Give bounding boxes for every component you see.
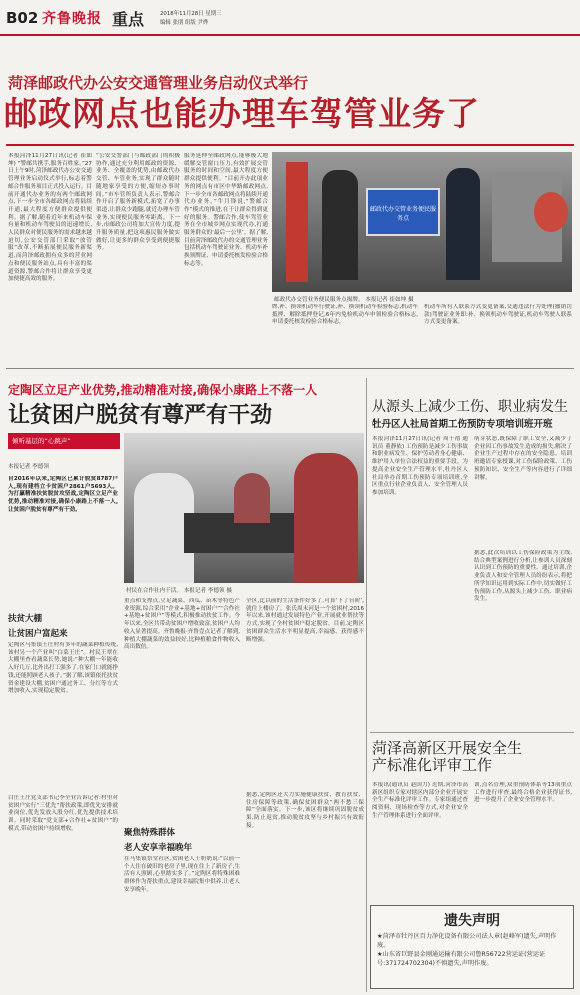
notice-line: ★山东省巨野县金刚通运输有限公司鲁R56722营运证(营运证号:371724702304)不慎遗失,声明作废。: [377, 951, 546, 967]
divider: [370, 732, 574, 733]
page-number: B02: [6, 9, 39, 27]
divider: [6, 368, 574, 369]
story1-col3: 服务延伸至邮政网点,能够极大地缓解交管窗口压力,有效扩展交管服务的时间和空间,最大程度方便群众提供便利。“目前开办此项业务的网点有市区中华路邮政网点,下一步全市各邮政网点将陆续开通代办业务。”牛月锋说,“警邮合作”模式的推进,在于让群众得到更好的服务。警邮合作,使车驾管业务在全市城乡网点实现代办,打通服务群众的‘最后一公里’。据了解,目前菏泽邮政代办的交通管理业务包括机动车驾驶证业务、机动车补换领牌证、申请委托核发检验合格标志等。: [184, 153, 268, 267]
story4-col1: 本报讯(通讯员 赵国力) 近期,菏泽市高新区组织专家对辖区内部分企业开展安全生产标准化评审工作。专家组通过查阅资料、现场检查等方式,对企业安全生产管理体系进行全面评审。: [372, 782, 468, 819]
story2-headline: 让贫困户脱贫有尊严有干劲: [8, 403, 273, 428]
person-left: [322, 170, 358, 280]
worker-right: [294, 453, 358, 583]
notice-title: 遗失声明: [444, 913, 500, 929]
story4-headline: 菏泽高新区开展安全生产标准化评审工作: [372, 739, 523, 774]
lost-notice-box: [370, 905, 574, 989]
story2-photo-caption: 村民在合作社内干活。 本报记者 李德领 摄: [126, 588, 233, 594]
story1-kicker: 菏泽邮政代办公安交通管理业务启动仪式举行: [8, 74, 309, 92]
story1-col4a: 牌,补、换领机动车行驶证,补、换领机动车检验标志,机动车抵押、解除抵押登记,6年内免检机动车申领检验合格标志,申请委托核发检验合格标志,: [272, 304, 418, 326]
story2-col2: 重点和支撑点,立足蔬菜、西瓜、苗木等特色产业资源,综合采用“企业+基地+贫困户”“合作社+基地+贫困户”等模式,积极推动扶贫工作。今年以来,全区共带动贫困户增收致富,贫困户人均收入显著提高。齐鲁晚报·齐鲁壹点记者了解到,种植大棚蔬菜的效益较好,比种植粮食作物收入高出数倍。: [124, 598, 240, 651]
story1-col1: 本报菏泽11月27日讯(记者 崔如坤) “警邮共携手,服务百姓家。”27日上午9时,菏泽邮政代办公安交通管理业务启动仪式举行,标志着警邮合作服务项目正式投入运行。目前开通代办业务的有两个邮政网点,下一步全市各邮政网点将陆续开通,最大程度方便群众提供便利。据了解,随着近年来机动车保有量和机动车驾驶员的迅速增长,人民群众对便民服务的需求越来越迫切,公安交管部门采取“放管服”改革,不断拓展便民服务新渠道,而菏泽邮政拥有众多的营业网点和便民服务站点,具有丰富的渠道资源,警邮合作将让群众享受更加便捷高效的服务。: [8, 153, 92, 283]
story4-col2: 训,点名管理,双重预防体系等13项重点工作进行审查,最终合格企业获得证书,进一步提升了企业安全管理水平。: [474, 782, 572, 804]
story2-lead: 自2016年以来,定陶区已累计脱贫8787户人,现有建档立卡贫困户2861户5693人。为打赢精准扶贫脱贫攻坚战,定陶区立足产业优势,推动精准对接,确保小康路上不落一人,让贫困户脱贫有尊严有干劲。: [8, 476, 118, 513]
story2-photo: [124, 433, 364, 583]
notice-body: [377, 932, 567, 968]
story1-photo: [272, 152, 572, 292]
column-badge: 倾听基层的“心跳声”: [8, 433, 120, 449]
story1-col4b: 机动车所有人联系方式变更备案,交通违法行为处理(撤销罚款)驾驶证业务即:补、换领机动车驾驶证,机动车驾驶人联系方式变更备案。: [424, 304, 572, 326]
section-title: 重点: [112, 10, 145, 29]
story2-subhead-a2: 让贫困户富起来: [8, 629, 68, 639]
story1-col2: “公安交警部门与邮政部门的积极协作,通过充分利用邮政的资源、业务、全覆盖的优势,由邮政代办交管、车管业务,实现了群众随时随地家享受的方便,缩短办事时间。”市车管所负责人表示,警邮合作开启了服务新模式,拓宽了办事渠道,让群众少跑腿,就近办理车管业务,实现便民服务零距离。下一步,市邮政公司将加大宣传力度,提升服务质量,把这项惠民服务做实做好,让更多的群众享受到便捷服务。: [96, 153, 180, 252]
story2-subhead-b: 聚焦特殊群体: [124, 828, 176, 838]
story2-col3: 全区,比以前的生活条件好多了,可算‘下了台阶’,就住上楼房了。张氏周末河是一个贫困村,2016年以来,该村通过发展特色产业,开展就业帮扶等方式,实现了全村贫困户稳定脱贫。目前,定陶区贫困群众生活水平明显提高,幸福感、获得感不断增强。: [246, 598, 364, 643]
editors: 编辑 张朋 组版 尹烨: [160, 20, 209, 26]
story2-subtitle: 定陶区立足产业优势,推动精准对接,确保小康路上不落一人: [8, 383, 318, 397]
story2-body-b: 在马集镇祭堂社区,贫困老人王奶奶说:“以前一个人住在破旧的老房子里,现在住上了新房子,生活有人照顾,心里踏实多了。”定陶区将特殊困难群体作为帮扶重点,建设幸福院集中供养,让老人安享晚年。: [124, 856, 240, 893]
story3-col2: 萌芽状态,既保障了职工安全,又减少了企业因工伤事故发生造成的损失,解决了企业生产过程中存在的安全隐患。培训班邀请专家授课,对工伤保险政策、工伤预防知识、安全生产等内容进行了详细讲解。: [474, 436, 572, 481]
story2-subhead-b2: 老人安享幸福晚年: [124, 843, 193, 853]
story2-col3b: 据悉,定陶区还大力实施健康扶贫、教育扶贫、住房保障等政策,确保贫困群众“两不愁三保障”全面落实。下一步,该区将继续巩固脱贫成果,防止返贫,推动脱贫攻坚与乡村振兴有效衔接。: [246, 792, 364, 829]
story2-byline: 本报记者 李德领: [8, 464, 49, 470]
divider: [6, 144, 574, 146]
signboard: 邮政代办交管业务便民服务点: [366, 188, 440, 236]
story3-col2b: 据悉,此次培训以工伤保险政策为主线,结合典型案例进行分析,让参训人员深刻认识到工伤预防的重要性。通过培训,企业负责人和安全管理人员纷纷表示,将把所学知识运用到实际工作中,切实做好工伤预防工作,从源头上减少工伤、职业病发生。: [474, 550, 572, 603]
story3-headline: 从源头上减少工伤、职业病发生: [372, 399, 568, 415]
paper-name: 齐鲁晚报: [42, 11, 102, 27]
column-rule: [366, 378, 367, 992]
story2-body-a: 定陶区马集镇王庄村有多年的蔬菜种植传统,该村另一个产业叫“白菜王庄”。村民王翠在大棚里查看蔬菜长势,她说:“种大棚一年能收入好几万,比外出打工强多了,在家门口就能挣钱,还能照顾老人孩子。”据了解,该镇依托扶贫资金建设大棚,贫困户通过务工、分红等方式增加收入,实现稳定脱贫。: [8, 642, 118, 695]
story1-headline: 邮政网点也能办理车驾管业务了: [4, 94, 480, 133]
story3-col1: 本报菏泽11月27日讯(记者 周千禧 通讯员 董静依) 工伤预防是减少工伤事故和职业病发生、保护劳动者身心健康、维护用人单位合法权益的重要手段。为提高企业安全生产管理水平,牡丹区人社局举办首期工伤预防专项培训班,全区重点行业企业负责人、安全管理人员参加培训。: [372, 436, 468, 496]
person-right: [446, 168, 480, 280]
story3-subtitle: 牡丹区人社局首期工伤预防专项培训班开班: [372, 419, 553, 430]
notice-line: ★菏泽市牡丹区百力净化设备有限公司法人章(赵峰军)遗失,声明作废。: [377, 933, 557, 949]
story2-subhead-a: 扶贫大棚: [8, 614, 43, 624]
story2-body-a2: 白庄王庄党支部书记李全业告诉记者:村里对贫困户实行“三优先”帮扶政策,即优先安排就业岗位,优先发放入股分红,优先提供技术培训。同时采取“党支部+合作社+贫困户”的模式,带动贫困户持续增收。: [8, 795, 118, 832]
story1-photo-caption: 邮政代办交管业务便民服务点揭牌。 本报记者 崔如坤 摄: [274, 297, 414, 303]
issue-date: 2018年11月28日 星期三: [160, 11, 222, 17]
